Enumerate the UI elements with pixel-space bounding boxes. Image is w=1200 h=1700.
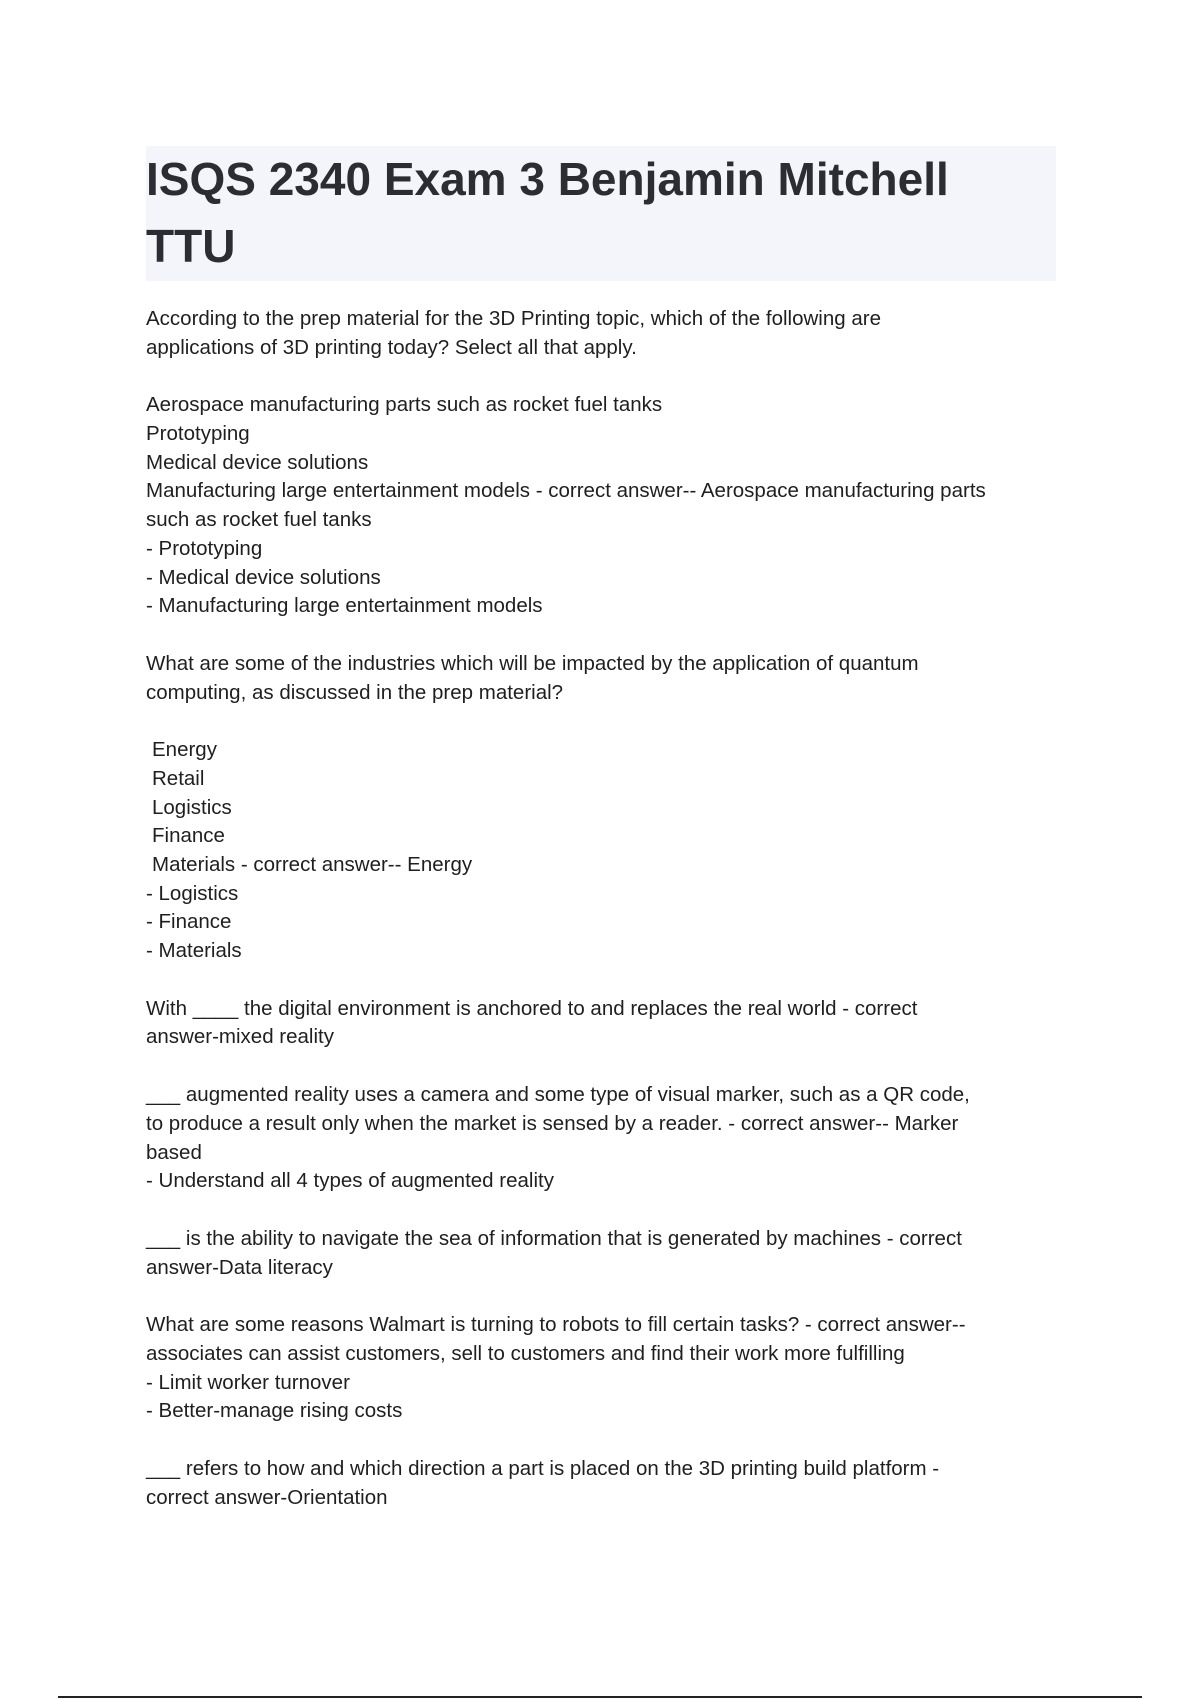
document-title-line-2: TTU: [146, 220, 236, 272]
question-text-line: ___ is the ability to navigate the sea of information that is generated by machines - correct: [146, 1226, 962, 1250]
answer-line: Logistics: [152, 795, 232, 819]
answer-line: - Manufacturing large entertainment models: [146, 594, 543, 618]
answer-line: Aerospace manufacturing parts such as rocket fuel tanks: [146, 393, 663, 417]
question-2-answers: [146, 736, 1066, 966]
question-text-line: answer-Data literacy: [146, 1255, 333, 1279]
question-7: [146, 1455, 1066, 1512]
question-text-line: correct answer-Orientation: [146, 1485, 388, 1509]
answer-line: such as rocket fuel tanks: [146, 508, 372, 532]
answer-line: Medical device solutions: [146, 450, 369, 474]
question-text-line: computing, as discussed in the prep material?: [146, 680, 564, 704]
answer-line: Prototyping: [146, 422, 250, 446]
question-1: [146, 305, 1066, 362]
question-text-line: What are some reasons Walmart is turning to robots to fill certain tasks? - correct answer--: [146, 1313, 966, 1337]
answer-line: - Finance: [146, 910, 232, 934]
question-5: [146, 1225, 1066, 1282]
question-text-line: to produce a result only when the market is sensed by a reader. - correct answer-- Marker: [146, 1111, 959, 1135]
answer-line: Retail: [152, 766, 205, 790]
question-text-line: According to the prep material for the 3D Printing topic, which of the following are: [146, 307, 881, 330]
question-text-line: What are some of the industries which will be impacted by the application of quantum: [146, 651, 919, 675]
question-1-answers: [146, 391, 1066, 621]
answer-line: - Materials: [146, 939, 242, 963]
question-2: [146, 650, 1066, 707]
question-text-line: applications of 3D printing today? Select all that apply.: [146, 335, 637, 359]
question-text-line: - Better-manage rising costs: [146, 1399, 403, 1423]
question-text-line: - Understand all 4 types of augmented reality: [146, 1169, 554, 1193]
question-text-line: associates can assist customers, sell to customers and find their work more fulfilling: [146, 1341, 905, 1365]
question-6: [146, 1311, 1066, 1426]
question-text-line: With ____ the digital environment is anchored to and replaces the real world - correct: [146, 996, 918, 1020]
question-text-line: based: [146, 1140, 202, 1164]
page-bottom-divider: [58, 1696, 1142, 1698]
answer-line: - Medical device solutions: [146, 565, 381, 589]
question-text-line: ___ refers to how and which direction a part is placed on the 3D printing build platform -: [146, 1457, 940, 1480]
answer-line: Materials - correct answer-- Energy: [152, 853, 473, 876]
document-title-block: [146, 146, 1056, 281]
answer-line: - Logistics: [146, 881, 239, 905]
question-4: [146, 1081, 1066, 1196]
question-text-line: - Limit worker turnover: [146, 1370, 350, 1394]
document-body: [146, 305, 1066, 1541]
question-text-line: answer-mixed reality: [146, 1025, 334, 1049]
answer-line: Manufacturing large entertainment models - correct answer-- Aerospace manufacturing parts: [146, 479, 986, 503]
answer-line: - Prototyping: [146, 536, 263, 560]
answer-line: Finance: [152, 824, 225, 848]
document-title-line-1: ISQS 2340 Exam 3 Benjamin Mitchell: [146, 153, 949, 205]
answer-line: Energy: [152, 738, 217, 762]
question-text-line: ___ augmented reality uses a camera and some type of visual marker, such as a QR code,: [146, 1083, 970, 1107]
question-3: [146, 995, 1066, 1052]
